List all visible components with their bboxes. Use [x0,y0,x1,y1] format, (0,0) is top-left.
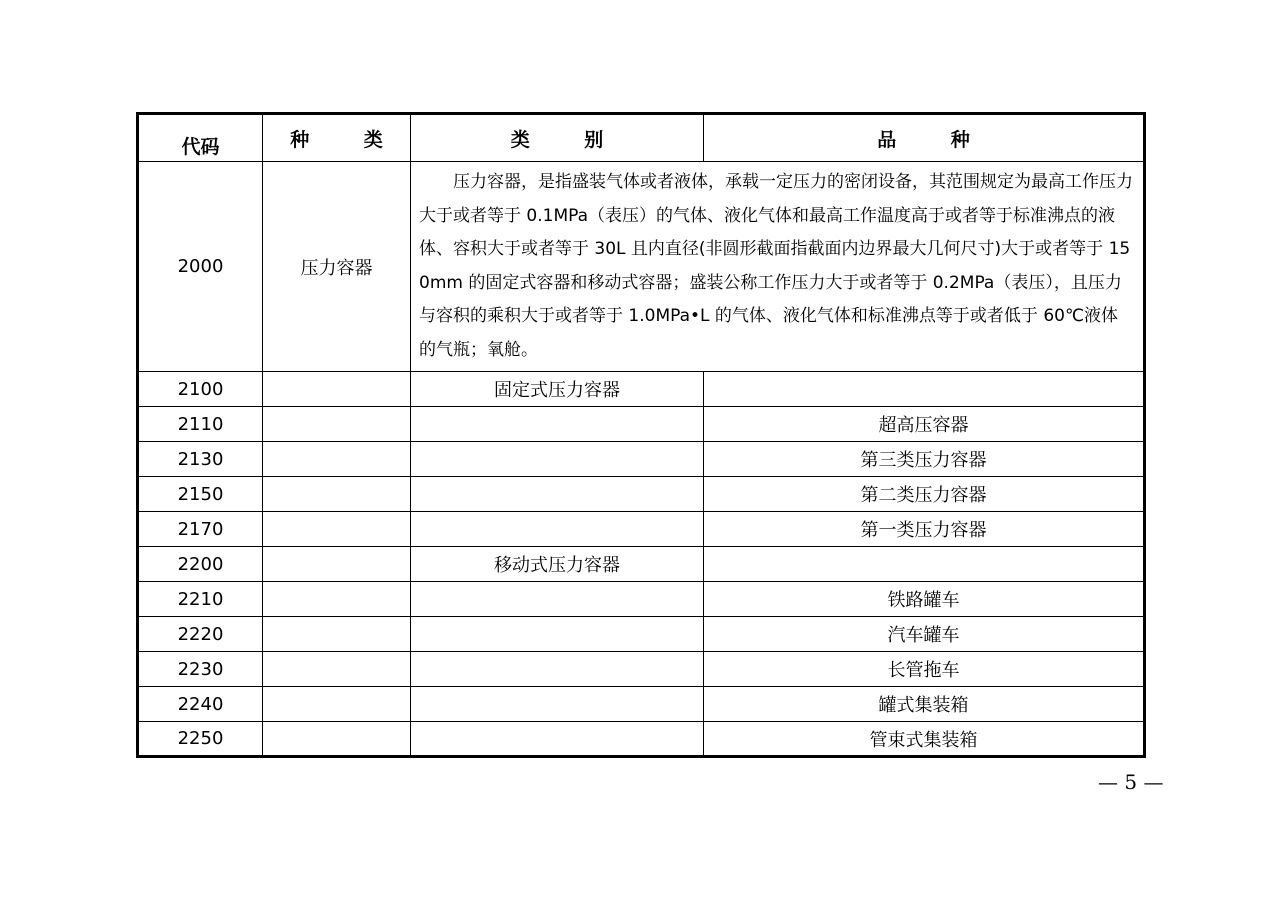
variety-cell: 铁路罐车 [704,582,1145,617]
variety-cell: 管束式集装箱 [704,722,1145,757]
code-cell: 2110 [138,407,263,442]
kind-cell [263,652,411,687]
table-row [138,722,1145,757]
variety-cell: 长管拖车 [704,652,1145,687]
header-variety: 品 种 [704,114,1145,162]
category-cell: 移动式压力容器 [411,547,704,582]
variety-cell: 罐式集装箱 [704,687,1145,722]
variety-cell [704,547,1145,582]
variety-cell: 超高压容器 [704,407,1145,442]
table-row [138,617,1145,652]
category-cell [411,442,704,477]
header-kind: 种 类 [263,114,411,162]
kind-cell [263,547,411,582]
kind-cell [263,372,411,407]
category-cell: 固定式压力容器 [411,372,704,407]
kind-cell [263,582,411,617]
main-description-cell: 压力容器，是指盛装气体或者液体，承载一定压力的密闭设备，其范围规定为最高工作压力大于或者等于 0.1MPa（表压）的气体、液化气体和最高工作温度高于或者等于标准沸点的液体、容积大于或者等于 30L 且内直径(非圆形截面指截面内边界最大几何尺寸)大于或者等于 150mm 的固定式容器和移动式容器；盛装公称工作压力大于或者等于 0.2MPa（表压），且压力与容积的乘积大于或者等于 1.0MPa•L 的气体、液化气体和标准沸点等于或者低于 60℃液体的气瓶；氧舱。 [411,162,1145,372]
table-row [138,512,1145,547]
code-cell: 2250 [138,722,263,757]
table-row [138,477,1145,512]
kind-cell [263,617,411,652]
kind-cell [263,722,411,757]
category-cell [411,582,704,617]
code-cell: 2200 [138,547,263,582]
table-row [138,372,1145,407]
kind-cell [263,477,411,512]
category-cell [411,477,704,512]
code-cell: 2240 [138,687,263,722]
table-row-main [138,162,1145,372]
table-row [138,582,1145,617]
header-category: 类 别 [411,114,704,162]
table-header-row [138,114,1145,162]
code-cell: 2220 [138,617,263,652]
table-row [138,687,1145,722]
table-row [138,652,1145,687]
code-cell: 2130 [138,442,263,477]
category-cell [411,652,704,687]
variety-cell: 第一类压力容器 [704,512,1145,547]
variety-cell: 汽车罐车 [704,617,1145,652]
table-row [138,547,1145,582]
category-cell [411,512,704,547]
code-cell: 2100 [138,372,263,407]
kind-cell [263,687,411,722]
variety-cell: 第二类压力容器 [704,477,1145,512]
code-cell: 2170 [138,512,263,547]
variety-cell: 第三类压力容器 [704,442,1145,477]
kind-cell [263,512,411,547]
code-cell: 2230 [138,652,263,687]
table-row [138,407,1145,442]
category-cell [411,617,704,652]
code-cell: 2210 [138,582,263,617]
category-cell [411,687,704,722]
code-cell: 2150 [138,477,263,512]
header-code: 代码 [138,114,263,162]
page-number: — 5 — [1098,770,1164,794]
category-cell [411,722,704,757]
kind-cell [263,442,411,477]
main-kind-cell: 压力容器 [263,162,411,372]
category-cell [411,407,704,442]
classification-table [136,112,1146,758]
variety-cell [704,372,1145,407]
kind-cell [263,407,411,442]
main-code-cell: 2000 [138,162,263,372]
table-row [138,442,1145,477]
